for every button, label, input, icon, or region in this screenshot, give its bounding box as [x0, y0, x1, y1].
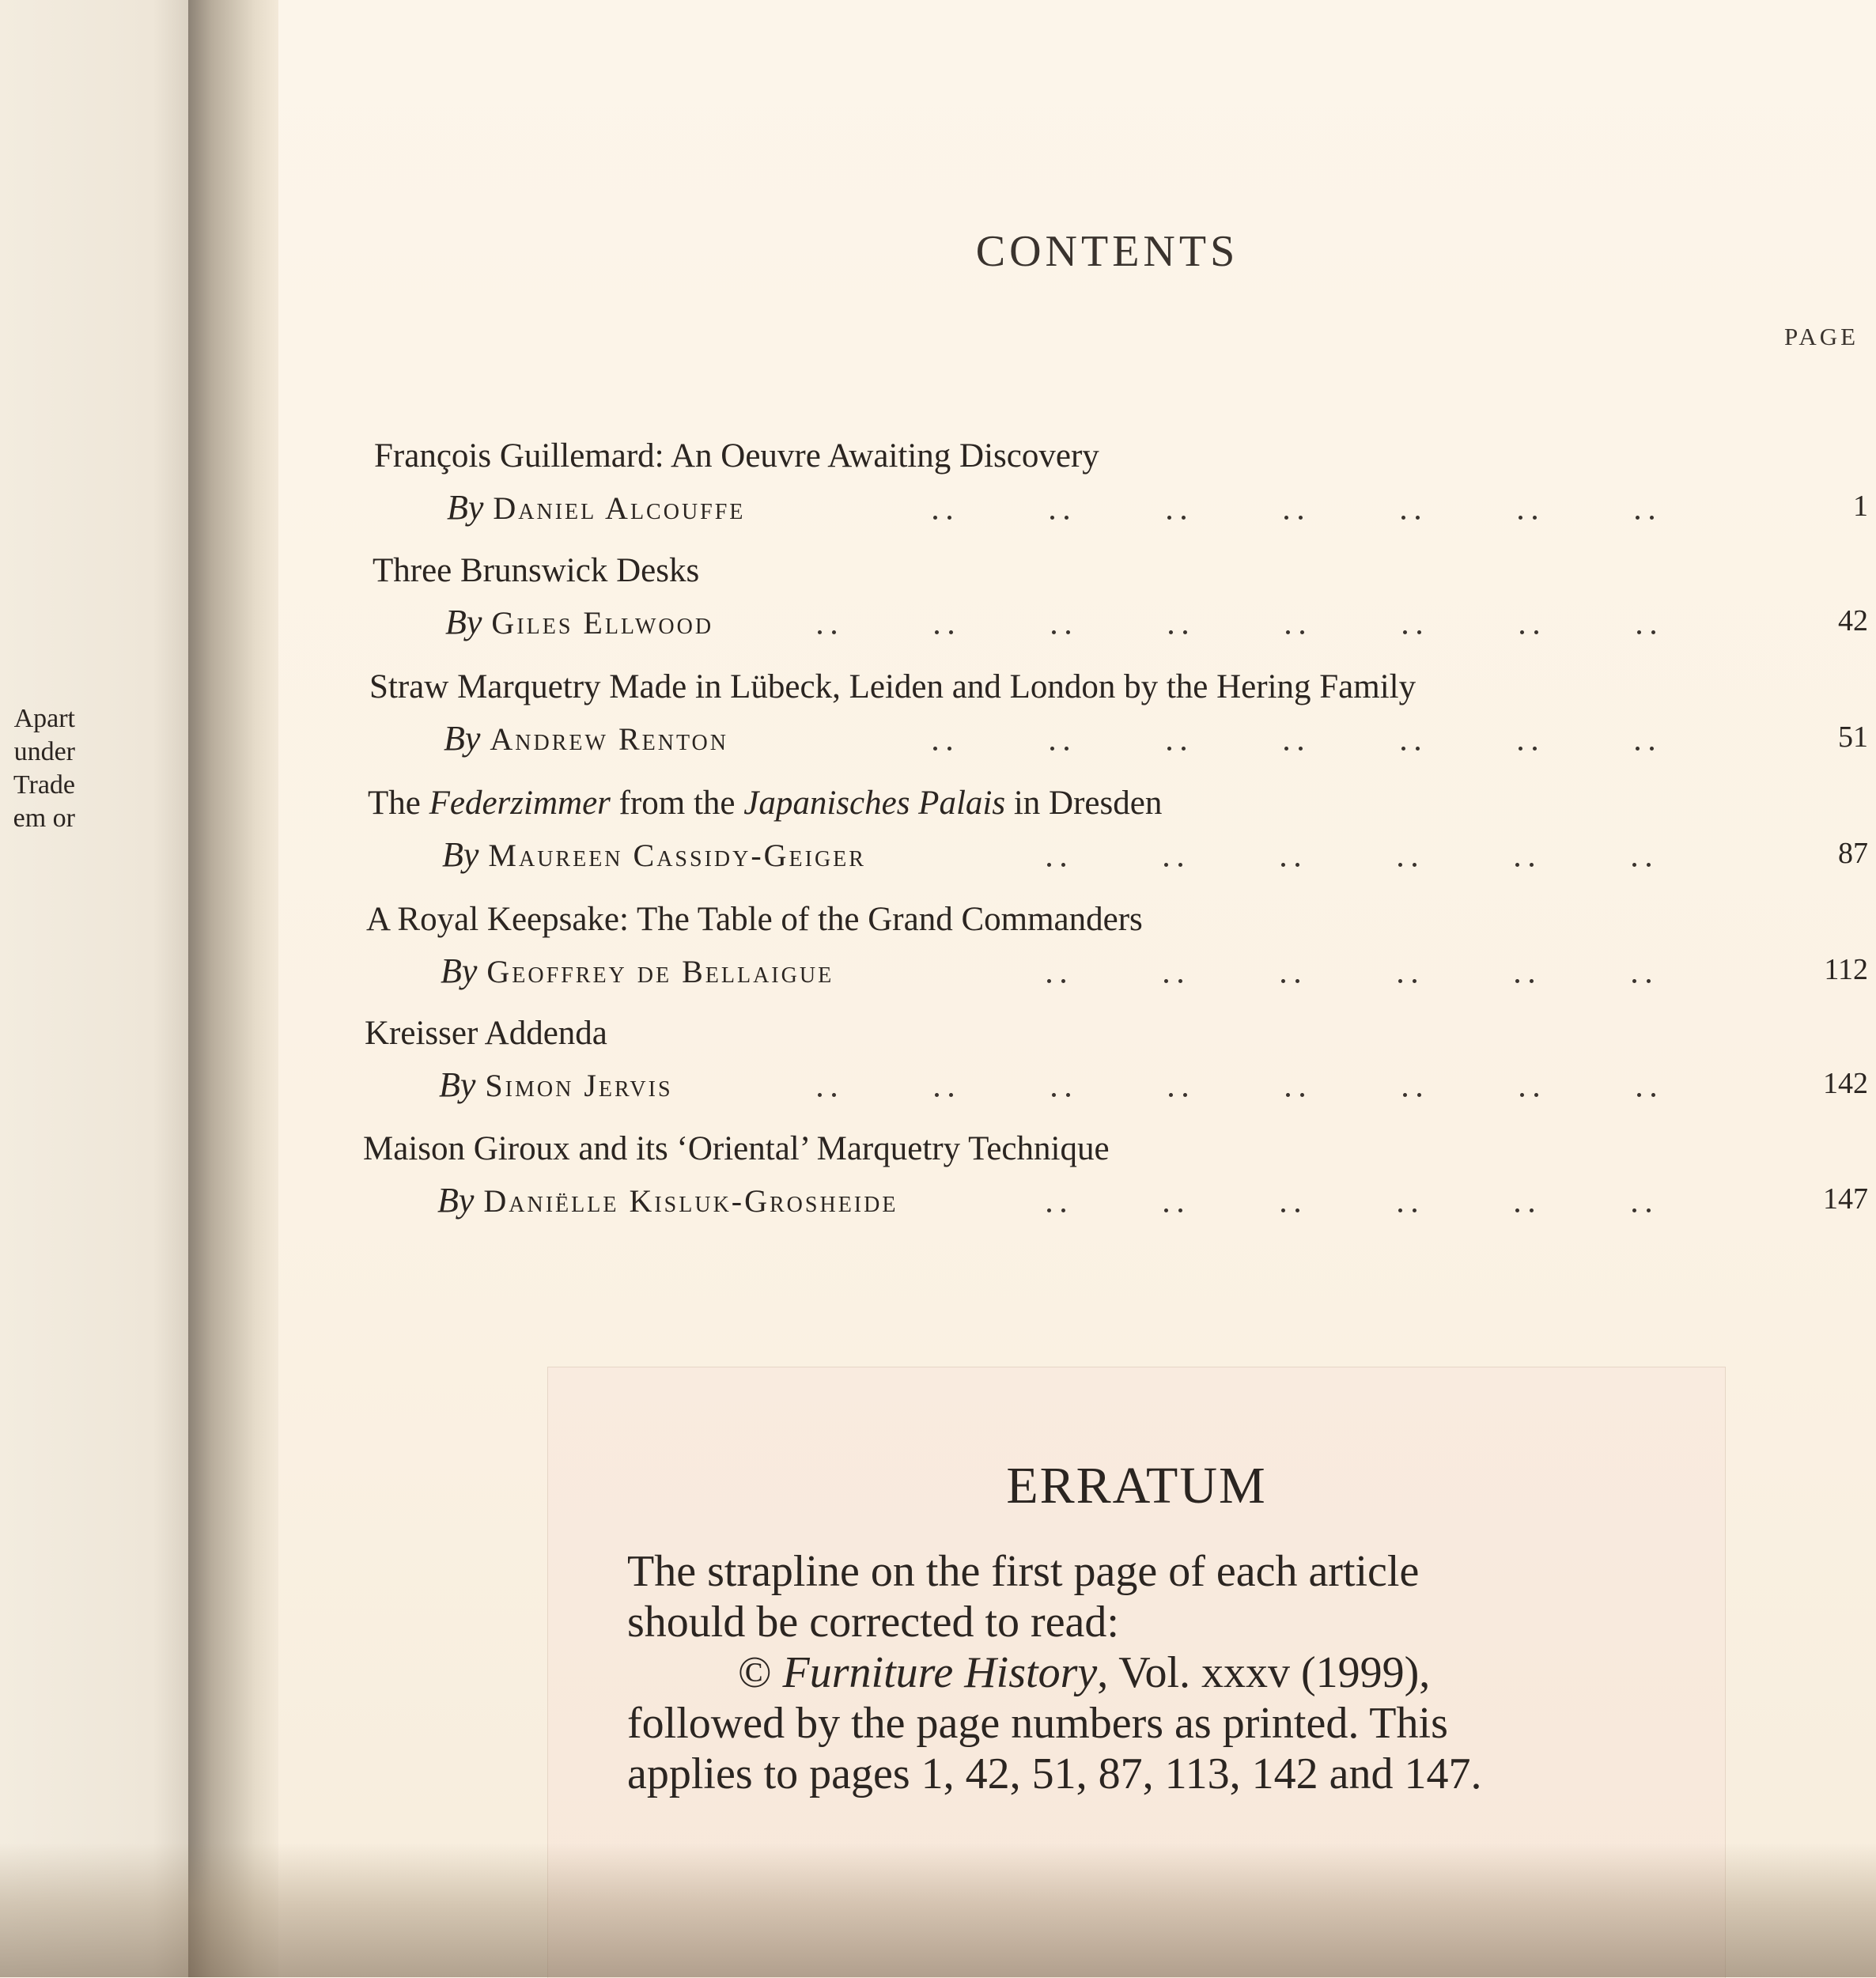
leader-dot: [1050, 516, 1054, 520]
leader-dot: [1284, 747, 1288, 751]
leader-dot: [1167, 747, 1171, 751]
leader-dot: [1650, 747, 1654, 751]
leader-dot: [1169, 630, 1173, 634]
leader-dot: [1637, 1093, 1641, 1097]
leader-dot: [1300, 1093, 1304, 1097]
leader-dot: [1182, 516, 1186, 520]
article-title-text: in Dresden: [1005, 785, 1163, 822]
leader-dot: [1295, 1208, 1299, 1212]
leader-dot: [818, 630, 822, 634]
dot-leaders: [0, 630, 1876, 638]
leader-dot: [1281, 863, 1285, 867]
article-title-text: from the: [610, 785, 744, 822]
toc-entry: [0, 437, 1876, 555]
leader-dot: [933, 516, 937, 520]
toc-entry: [0, 1014, 1876, 1133]
leader-dot: [933, 747, 937, 751]
dot-leaders: [0, 1208, 1876, 1216]
byline-by: By: [445, 603, 482, 641]
leader-dot: [1417, 1093, 1421, 1097]
leader-dot: [1281, 1208, 1285, 1212]
page-number: 51: [1838, 720, 1868, 754]
leader-dot: [1534, 630, 1538, 634]
article-author: Maureen Cassidy-Geiger: [488, 838, 866, 873]
leader-dot: [1167, 516, 1171, 520]
leader-dot: [1066, 630, 1070, 634]
article-title: [369, 668, 1416, 706]
article-title: [374, 437, 1099, 475]
article-author: Daniel Alcouffe: [493, 490, 746, 526]
leader-dot: [1284, 516, 1288, 520]
leader-dot: [1398, 1208, 1402, 1212]
toc-entry: [0, 551, 1876, 670]
article-author: Simon Jervis: [485, 1068, 673, 1103]
leader-dot: [1530, 863, 1534, 867]
leader-dot: [1403, 630, 1407, 634]
erratum-citation-prefix: ©: [738, 1648, 783, 1697]
leader-dot: [1066, 1093, 1070, 1097]
leader-dot: [1632, 863, 1636, 867]
page-shadow: [0, 1843, 1876, 1977]
leader-dot: [1050, 747, 1054, 751]
leader-dot: [832, 1093, 836, 1097]
leader-dot: [1651, 630, 1655, 634]
erratum-citation-line: [627, 1647, 1640, 1698]
erratum-line: The strapline on the first page of each article: [627, 1547, 1420, 1596]
page-number: 112: [1824, 953, 1868, 986]
leader-dot: [1286, 630, 1290, 634]
article-author: Giles Ellwood: [491, 605, 714, 641]
leader-dot: [1178, 1208, 1182, 1212]
leader-dot: [1413, 1208, 1416, 1212]
leader-dot: [1047, 1208, 1051, 1212]
leader-dot: [1534, 1093, 1538, 1097]
leader-dot: [947, 747, 951, 751]
leader-dot: [1515, 979, 1519, 983]
leader-dot: [949, 630, 953, 634]
article-author: Daniëlle Kisluk-Grosheide: [483, 1183, 898, 1219]
byline-by: By: [441, 951, 478, 990]
leader-dot: [1398, 863, 1402, 867]
leader-dot: [1520, 1093, 1524, 1097]
leader-dot: [935, 1093, 939, 1097]
erratum-heading: ERRATUM: [1006, 1457, 1267, 1515]
leader-dot: [1636, 747, 1640, 751]
leader-dot: [949, 1093, 953, 1097]
leader-dot: [1164, 979, 1168, 983]
article-title-italic: Federzimmer: [429, 785, 611, 822]
article-author: Geoffrey de Bellaigue: [486, 954, 834, 989]
dot-leaders: [0, 979, 1876, 987]
article-title: [365, 1014, 607, 1053]
leader-dot: [947, 516, 951, 520]
erratum-citation-suffix: , Vol. xxxv (1999),: [1097, 1648, 1431, 1697]
leader-dot: [1065, 516, 1068, 520]
leader-dot: [1281, 979, 1285, 983]
leader-dot: [1061, 979, 1065, 983]
leader-dot: [1169, 1093, 1173, 1097]
article-title-text: The: [368, 785, 429, 822]
leader-dot: [1416, 747, 1420, 751]
leader-dot: [1650, 516, 1654, 520]
page-number: 1: [1853, 490, 1868, 523]
page-number: 42: [1838, 604, 1868, 637]
leader-dot: [1047, 863, 1051, 867]
byline-by: By: [444, 719, 481, 758]
leader-dot: [1413, 979, 1416, 983]
article-title-text: Three Brunswick Desks: [373, 552, 700, 589]
facing-page-line: under: [13, 737, 75, 766]
article-title-text: Straw Marquetry Made in Lübeck, Leiden and London by the Hering Family: [369, 668, 1416, 705]
toc-entry: [0, 784, 1876, 902]
leader-dot: [1052, 1093, 1056, 1097]
dot-leaders: [0, 516, 1876, 524]
leader-dot: [1401, 747, 1405, 751]
facing-page-line: Trade: [13, 770, 75, 800]
contents-heading: CONTENTS: [975, 227, 1239, 276]
dot-leaders: [0, 863, 1876, 871]
leader-dot: [1164, 863, 1168, 867]
erratum-line: should be corrected to read:: [627, 1598, 1119, 1647]
toc-entry: [0, 900, 1876, 1019]
article-title: [373, 551, 699, 590]
byline-by: By: [447, 488, 484, 527]
toc-entry: [0, 668, 1876, 786]
leader-dot: [1413, 863, 1416, 867]
leader-dot: [1519, 516, 1522, 520]
byline-by: By: [442, 835, 479, 874]
leader-dot: [1183, 630, 1187, 634]
leader-dot: [1651, 1093, 1655, 1097]
leader-dot: [1295, 979, 1299, 983]
article-title-text: Maison Giroux and its ‘Oriental’ Marquetry Technique: [363, 1130, 1110, 1167]
erratum-line: followed by the page numbers as printed. This: [627, 1699, 1448, 1748]
leader-dot: [1299, 747, 1303, 751]
leader-dot: [1295, 863, 1299, 867]
leader-dot: [1300, 630, 1304, 634]
leader-dot: [818, 1093, 822, 1097]
article-title-text: A Royal Keepsake: The Table of the Grand Commanders: [366, 901, 1143, 938]
article-title-text: Kreisser Addenda: [365, 1015, 607, 1052]
leader-dot: [1164, 1208, 1168, 1212]
article-title: [366, 900, 1143, 939]
page-number: 147: [1823, 1182, 1868, 1216]
leader-dot: [1286, 1093, 1290, 1097]
leader-dot: [1647, 1208, 1651, 1212]
leader-dot: [1520, 630, 1524, 634]
leader-dot: [1061, 863, 1065, 867]
leader-dot: [1398, 979, 1402, 983]
leader-dot: [1519, 747, 1522, 751]
leader-dot: [1533, 516, 1537, 520]
leader-dot: [1052, 630, 1056, 634]
leader-dot: [935, 630, 939, 634]
leader-dot: [1533, 747, 1537, 751]
page-number: 142: [1823, 1067, 1868, 1100]
article-title: [368, 784, 1162, 823]
byline-by: By: [439, 1065, 476, 1104]
dot-leaders: [0, 1093, 1876, 1101]
erratum-text: [627, 1546, 1640, 1799]
leader-dot: [1416, 516, 1420, 520]
leader-dot: [1530, 1208, 1534, 1212]
erratum-line: applies to pages 1, 42, 51, 87, 113, 142 and 147.: [627, 1749, 1482, 1798]
article-title-text: François Guillemard: An Oeuvre Awaiting Discovery: [374, 437, 1099, 475]
leader-dot: [1637, 630, 1641, 634]
leader-dot: [1515, 1208, 1519, 1212]
leader-dot: [1065, 747, 1068, 751]
leader-dot: [1647, 863, 1651, 867]
page-number: 87: [1838, 837, 1868, 870]
page-column-label: PAGE: [1784, 323, 1859, 350]
leader-dot: [1632, 979, 1636, 983]
toc-entry: [0, 1129, 1876, 1248]
leader-dot: [832, 630, 836, 634]
leader-dot: [1417, 630, 1421, 634]
leader-dot: [1515, 863, 1519, 867]
dot-leaders: [0, 747, 1876, 755]
leader-dot: [1182, 747, 1186, 751]
byline-by: By: [437, 1181, 475, 1220]
article-title: [363, 1129, 1110, 1168]
article-author: Andrew Renton: [490, 721, 728, 757]
leader-dot: [1632, 1208, 1636, 1212]
leader-dot: [1647, 979, 1651, 983]
leader-dot: [1403, 1093, 1407, 1097]
leader-dot: [1178, 863, 1182, 867]
leader-dot: [1636, 516, 1640, 520]
leader-dot: [1299, 516, 1303, 520]
erratum-journal-title: Furniture History: [782, 1648, 1098, 1697]
leader-dot: [1061, 1208, 1065, 1212]
facing-page-line: em or: [13, 804, 75, 833]
article-title-italic: Japanisches Palais: [743, 785, 1006, 822]
leader-dot: [1530, 979, 1534, 983]
leader-dot: [1047, 979, 1051, 983]
facing-page-line: Apart: [13, 704, 75, 733]
leader-dot: [1183, 1093, 1187, 1097]
leader-dot: [1178, 979, 1182, 983]
leader-dot: [1401, 516, 1405, 520]
